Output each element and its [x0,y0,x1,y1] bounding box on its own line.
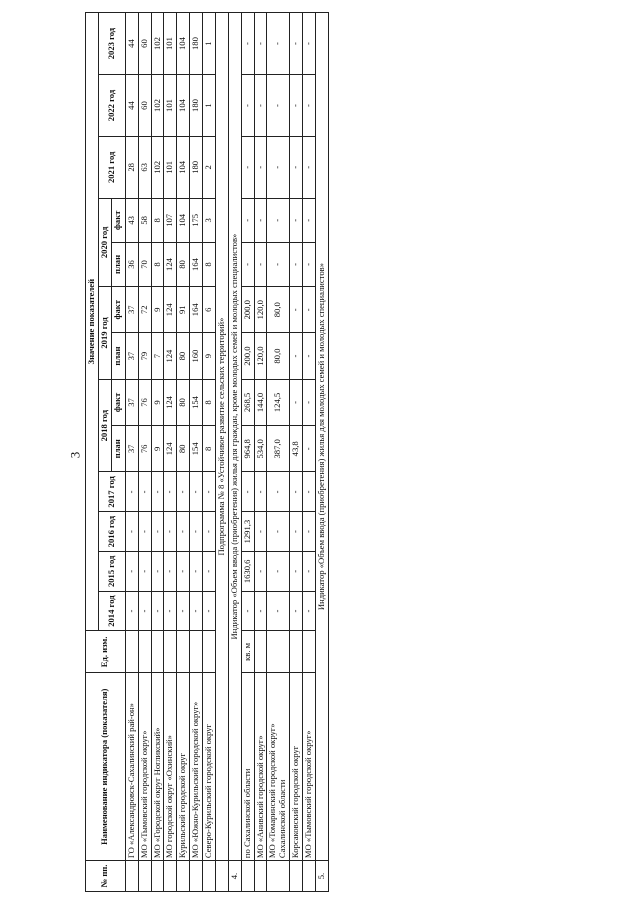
value-cell: - [125,472,138,512]
row-no-cell [254,861,267,892]
value-cell: 534,0 [254,426,267,472]
value-cell: 124 [164,242,177,286]
plan-2020: план [111,242,125,286]
value-cell: - [138,472,151,512]
value-cell: 80 [177,333,190,379]
value-cell: - [164,512,177,552]
col-unit-header: Ед. изм. [86,631,126,673]
row-unit-cell [190,631,203,673]
value-cell: 8 [151,198,164,242]
table-row [177,13,190,892]
value-cell: 387,0 [267,426,290,472]
value-cell: 9 [203,333,216,379]
row-name-cell: МО городской округ «Охинский» [164,673,177,861]
value-cell: - [203,512,216,552]
year-2021-header: 2021 год [98,136,125,198]
value-cell: 124 [164,426,177,472]
value-cell: - [151,512,164,552]
value-cell: 160 [190,333,203,379]
indicator-5-no: 5. [315,861,328,892]
value-cell: 1 [203,75,216,137]
value-cell: 72 [138,287,151,333]
value-cell: 102 [151,136,164,198]
value-cell: - [190,551,203,591]
value-cell: 43,8 [290,426,303,472]
value-cell: - [164,551,177,591]
value-cell: 37 [125,426,138,472]
value-cell: - [241,13,254,75]
value-cell: - [254,512,267,552]
value-cell: 144,0 [254,379,267,425]
table-row [267,13,290,892]
value-cell: 37 [125,287,138,333]
year-2019-header: 2019 год [98,287,111,380]
value-cell: 63 [138,136,151,198]
value-cell: 44 [125,13,138,75]
row-unit-cell [177,631,190,673]
value-cell: - [254,198,267,242]
value-cell: - [290,287,303,333]
value-cell: - [267,75,290,137]
value-cell: - [138,591,151,631]
value-cell: - [303,472,316,512]
value-cell: - [254,242,267,286]
values-header: Значение показателей [86,13,99,631]
table-row [138,13,151,892]
row-no-cell [151,861,164,892]
row-no-cell [164,861,177,892]
value-cell: - [241,136,254,198]
value-cell: 8 [203,242,216,286]
value-cell: - [151,472,164,512]
indicators-table [85,12,329,892]
value-cell: 6 [203,287,216,333]
row-name-cell: МО «Южно-Курильский городской округ» [190,673,203,861]
indicator-4-no: 4. [228,861,241,892]
row-name-cell: Корсаковский городской округ [290,673,303,861]
value-cell: 200,0 [241,333,254,379]
value-cell: 37 [125,379,138,425]
value-cell: - [303,591,316,631]
value-cell: 107 [164,198,177,242]
row-unit-cell [164,631,177,673]
value-cell: 175 [190,198,203,242]
row-name-cell: МО «Тымовский городской округ» [303,673,316,861]
value-cell: 7 [151,333,164,379]
value-cell: 101 [164,136,177,198]
value-cell: - [303,426,316,472]
value-cell: - [177,551,190,591]
plan-2018: план [111,426,125,472]
row-unit-cell [125,631,138,673]
value-cell: - [290,379,303,425]
value-cell: 200,0 [241,287,254,333]
value-cell: - [138,512,151,552]
row-name-cell: Курильский городской округ [177,673,190,861]
value-cell: 28 [125,136,138,198]
row-no-cell [290,861,303,892]
year-2018-header: 2018 год [98,379,111,472]
row-unit-cell [254,631,267,673]
value-cell: - [290,75,303,137]
indicator-5-title: Индикатор «Объем ввода (приобретения) жилья для молодых семей и молодых специалистов» [315,13,328,861]
value-cell: - [290,136,303,198]
value-cell: 80 [177,242,190,286]
year-2014-header: 2014 год [98,591,125,631]
value-cell: 180 [190,13,203,75]
value-cell: - [303,379,316,425]
value-cell: 124 [164,287,177,333]
subprogram-title: Подпрограмма № 8 «Устойчивое развитие сельских территорий» [215,13,228,861]
value-cell: 102 [151,75,164,137]
value-cell: - [290,198,303,242]
table-row [290,13,303,892]
table-row [203,13,216,892]
row-no-cell [138,861,151,892]
value-cell: 9 [151,379,164,425]
value-cell: - [254,551,267,591]
value-cell: 180 [190,136,203,198]
table-row [241,13,254,892]
value-cell: 76 [138,379,151,425]
value-cell: 80 [177,379,190,425]
value-cell: 80 [177,426,190,472]
value-cell: 8 [203,426,216,472]
table-body-b [241,13,315,892]
value-cell: - [267,512,290,552]
fact-2020: факт [111,198,125,242]
value-cell: - [125,551,138,591]
value-cell: - [267,198,290,242]
value-cell: - [254,136,267,198]
row-name-cell: МО «Томаринский городской округ» Сахалинской области [267,673,290,861]
row-name-cell: МО «Тымовский городской округ» [138,673,151,861]
row-unit-cell [203,631,216,673]
value-cell: - [177,472,190,512]
value-cell: - [177,591,190,631]
col-no-header: № пп. [86,861,126,892]
value-cell: 37 [125,333,138,379]
row-no-cell [203,861,216,892]
value-cell: - [151,551,164,591]
value-cell: - [203,472,216,512]
value-cell: - [138,551,151,591]
value-cell: 1630,6 [241,551,254,591]
value-cell: 9 [151,426,164,472]
table-row [190,13,203,892]
row-name-cell: ГО «Александровск-Сахалинский рай-он» [125,673,138,861]
value-cell: - [125,591,138,631]
value-cell: 70 [138,242,151,286]
value-cell: - [290,591,303,631]
value-cell: 124,5 [267,379,290,425]
row-unit-cell [290,631,303,673]
value-cell: - [303,198,316,242]
value-cell: - [241,472,254,512]
row-no-cell [267,861,290,892]
value-cell: 8 [203,379,216,425]
row-unit-cell [303,631,316,673]
value-cell: 154 [190,379,203,425]
plan-2019: план [111,333,125,379]
value-cell: - [190,472,203,512]
year-2016-header: 2016 год [98,512,125,552]
value-cell: - [267,242,290,286]
value-cell: - [190,512,203,552]
year-2023-header: 2023 год [98,13,125,75]
value-cell: 104 [177,75,190,137]
value-cell: 58 [138,198,151,242]
row-no-cell [303,861,316,892]
value-cell: - [254,13,267,75]
value-cell: - [267,13,290,75]
value-cell: - [303,512,316,552]
row-name-cell: МО «Анивский городской округ» [254,673,267,861]
value-cell: 120,0 [254,287,267,333]
value-cell: - [303,551,316,591]
indicator-4-title: Индикатор «Объем ввода (приобретения) жилья для граждан, кроме молодых семей и молодых специалистов» [228,13,241,861]
value-cell: 1 [203,13,216,75]
table-row [125,13,138,892]
rotated-table-container [85,12,535,892]
value-cell: 154 [190,426,203,472]
value-cell: 101 [164,75,177,137]
value-cell: 36 [125,242,138,286]
value-cell: 43 [125,198,138,242]
value-cell: - [303,333,316,379]
row-name-cell: Северо-Курильский городской округ [203,673,216,861]
table-body-a [125,13,215,892]
value-cell: 104 [177,136,190,198]
value-cell: - [164,472,177,512]
row-unit-cell [267,631,290,673]
value-cell: 80,0 [267,287,290,333]
value-cell: 104 [177,198,190,242]
value-cell: - [151,591,164,631]
value-cell: 101 [164,13,177,75]
value-cell: - [254,591,267,631]
value-cell: 104 [177,13,190,75]
value-cell: 60 [138,75,151,137]
row-name-cell: по Сахалинской области [241,673,254,861]
year-2015-header: 2015 год [98,551,125,591]
value-cell: 1291,3 [241,512,254,552]
value-cell: 124 [164,379,177,425]
value-cell: 3 [203,198,216,242]
year-2022-header: 2022 год [98,75,125,137]
row-no-cell [177,861,190,892]
value-cell: - [254,75,267,137]
fact-2018: факт [111,379,125,425]
value-cell: 268,5 [241,379,254,425]
value-cell: - [290,242,303,286]
value-cell: - [267,136,290,198]
year-2020-header: 2020 год [98,198,111,286]
value-cell: - [290,512,303,552]
value-cell: 8 [151,242,164,286]
row-no-cell [241,861,254,892]
fact-2019: факт [111,287,125,333]
value-cell: 120,0 [254,333,267,379]
value-cell: 91 [177,287,190,333]
value-cell: - [303,13,316,75]
row-name-cell: МО «Городской округ Ногликский» [151,673,164,861]
table-row [303,13,316,892]
col-name-header: Наименование индикатора (показателя) [86,673,126,861]
year-2017-header: 2017 год [98,472,125,512]
value-cell: - [254,472,267,512]
row-unit-cell: кв. м [241,631,254,673]
value-cell: 164 [190,287,203,333]
row-unit-cell [138,631,151,673]
page-number: 3 [67,451,83,459]
value-cell: - [303,287,316,333]
value-cell: 79 [138,333,151,379]
value-cell: 60 [138,13,151,75]
row-no-cell [190,861,203,892]
value-cell: - [290,333,303,379]
value-cell: - [203,551,216,591]
value-cell: - [267,472,290,512]
value-cell: 80,0 [267,333,290,379]
value-cell: - [290,551,303,591]
value-cell: 76 [138,426,151,472]
table-row [164,13,177,892]
value-cell: 164 [190,242,203,286]
value-cell: - [203,591,216,631]
value-cell: - [303,75,316,137]
value-cell: - [164,591,177,631]
value-cell: 124 [164,333,177,379]
value-cell: 44 [125,75,138,137]
value-cell: - [267,591,290,631]
value-cell: - [303,136,316,198]
value-cell: 964,8 [241,426,254,472]
table-row [254,13,267,892]
empty-no-cell [215,861,228,892]
value-cell: - [177,512,190,552]
value-cell: - [241,591,254,631]
value-cell: 9 [151,287,164,333]
table-row [151,13,164,892]
value-cell: 180 [190,75,203,137]
value-cell: - [290,13,303,75]
value-cell: - [241,75,254,137]
value-cell: - [190,591,203,631]
value-cell: - [267,551,290,591]
value-cell: 102 [151,13,164,75]
value-cell: - [125,512,138,552]
value-cell: - [241,198,254,242]
value-cell: 2 [203,136,216,198]
value-cell: - [303,242,316,286]
value-cell: - [241,242,254,286]
row-unit-cell [151,631,164,673]
row-no-cell [125,861,138,892]
value-cell: - [290,472,303,512]
